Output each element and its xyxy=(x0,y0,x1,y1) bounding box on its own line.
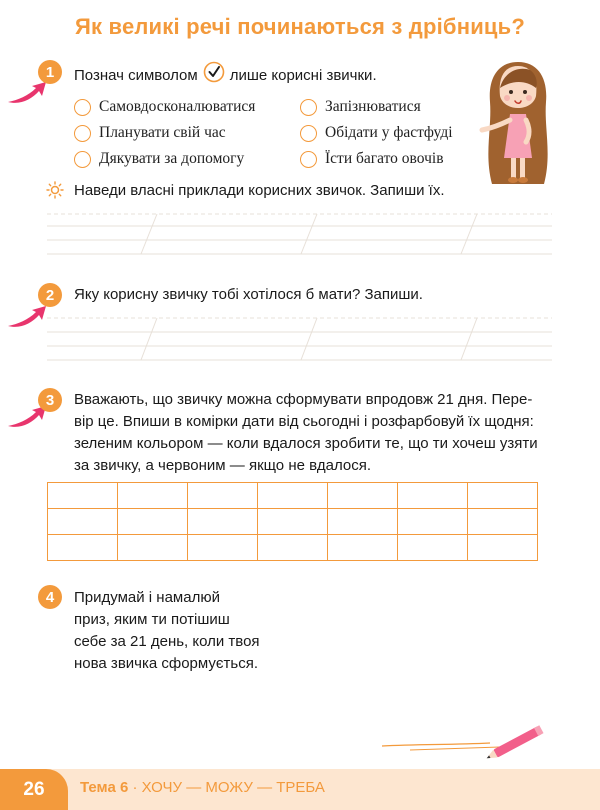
footer-topic xyxy=(80,779,325,796)
checkbox-circle[interactable] xyxy=(300,99,317,116)
task-1-prompt xyxy=(74,61,377,90)
option-right-1[interactable]: Запізнюватися xyxy=(300,94,480,120)
grid-cell[interactable] xyxy=(398,483,468,509)
task-1-extra: Наведи власні приклади корисних звичок. Запиши їх. xyxy=(74,182,445,199)
grid-cell[interactable] xyxy=(328,509,398,535)
grid-cell[interactable] xyxy=(118,483,188,509)
grid-cell[interactable] xyxy=(48,483,118,509)
arrow-icon xyxy=(6,302,48,332)
task-1-text-after: лише корисні звички. xyxy=(229,66,377,84)
grid-cell[interactable] xyxy=(188,509,258,535)
grid-cell[interactable] xyxy=(258,535,328,561)
task-3-number: 3 xyxy=(38,388,62,412)
option-left-2[interactable]: Планувати свій час xyxy=(74,120,294,146)
grid-cell[interactable] xyxy=(328,483,398,509)
task-2-text: Яку корисну звичку тобі хотілося б мати? Запиши. xyxy=(74,286,423,303)
grid-cell[interactable] xyxy=(48,509,118,535)
options-right xyxy=(300,94,480,172)
girl-illustration xyxy=(478,58,558,194)
date-grid xyxy=(47,482,538,561)
pencil-icon xyxy=(380,724,552,760)
grid-cell[interactable] xyxy=(48,535,118,561)
page-number: 26 xyxy=(0,769,68,810)
option-left-3[interactable]: Дякувати за допомогу xyxy=(74,146,294,172)
grid-cell[interactable] xyxy=(118,509,188,535)
checkbox-circle[interactable] xyxy=(300,125,317,142)
task-4-text: Придумай і намалюй приз, яким ти потішиш себе за 21 день, коли твоя нова звичка сформується. xyxy=(74,589,260,672)
topic-separator: · xyxy=(128,779,142,796)
options-left xyxy=(74,94,294,172)
checkbox-circle[interactable] xyxy=(74,151,91,168)
grid-cell[interactable] xyxy=(468,509,538,535)
task-4-number: 4 xyxy=(38,585,62,609)
task-2-number: 2 xyxy=(38,283,62,307)
page-title: Як великі речі починаються з дрібниць? xyxy=(74,14,526,39)
option-right-2[interactable]: Обідати у фастфуді xyxy=(300,120,480,146)
grid-cell[interactable] xyxy=(398,535,468,561)
task-1-text-before: Познач символом xyxy=(74,66,198,84)
grid-cell[interactable] xyxy=(258,483,328,509)
arrow-icon xyxy=(6,78,48,108)
topic-label: Тема 6 xyxy=(80,779,129,796)
checkbox-circle[interactable] xyxy=(74,99,91,116)
task-1-number: 1 xyxy=(38,60,62,84)
check-circle-icon xyxy=(203,61,225,90)
writing-lines-2[interactable] xyxy=(47,314,552,366)
grid-cell[interactable] xyxy=(468,483,538,509)
grid-cell[interactable] xyxy=(468,535,538,561)
option-left-1[interactable]: Самовдосконалюватися xyxy=(74,94,294,120)
grid-cell[interactable] xyxy=(328,535,398,561)
checkbox-circle[interactable] xyxy=(74,125,91,142)
topic-title: ХОЧУ — МОЖУ — ТРЕБА xyxy=(141,779,325,796)
writing-lines-1[interactable] xyxy=(47,210,552,260)
grid-cell[interactable] xyxy=(118,535,188,561)
checkbox-circle[interactable] xyxy=(300,151,317,168)
grid-cell[interactable] xyxy=(398,509,468,535)
option-right-3[interactable]: Їсти багато овочів xyxy=(300,146,480,172)
grid-cell[interactable] xyxy=(188,535,258,561)
sun-icon xyxy=(46,181,64,199)
task-3-text: Вважають, що звичку можна сформувати впродовж 21 дня. Пере- вір це. Впиши в комірки дати від сьогодні і розфарбовуй їх щодня: зеленим кольором — коли вдалося зробити те, що ти хочеш узяти за звичку, а червоним — якщо не вдалося. xyxy=(74,391,538,474)
grid-cell[interactable] xyxy=(258,509,328,535)
grid-cell[interactable] xyxy=(188,483,258,509)
